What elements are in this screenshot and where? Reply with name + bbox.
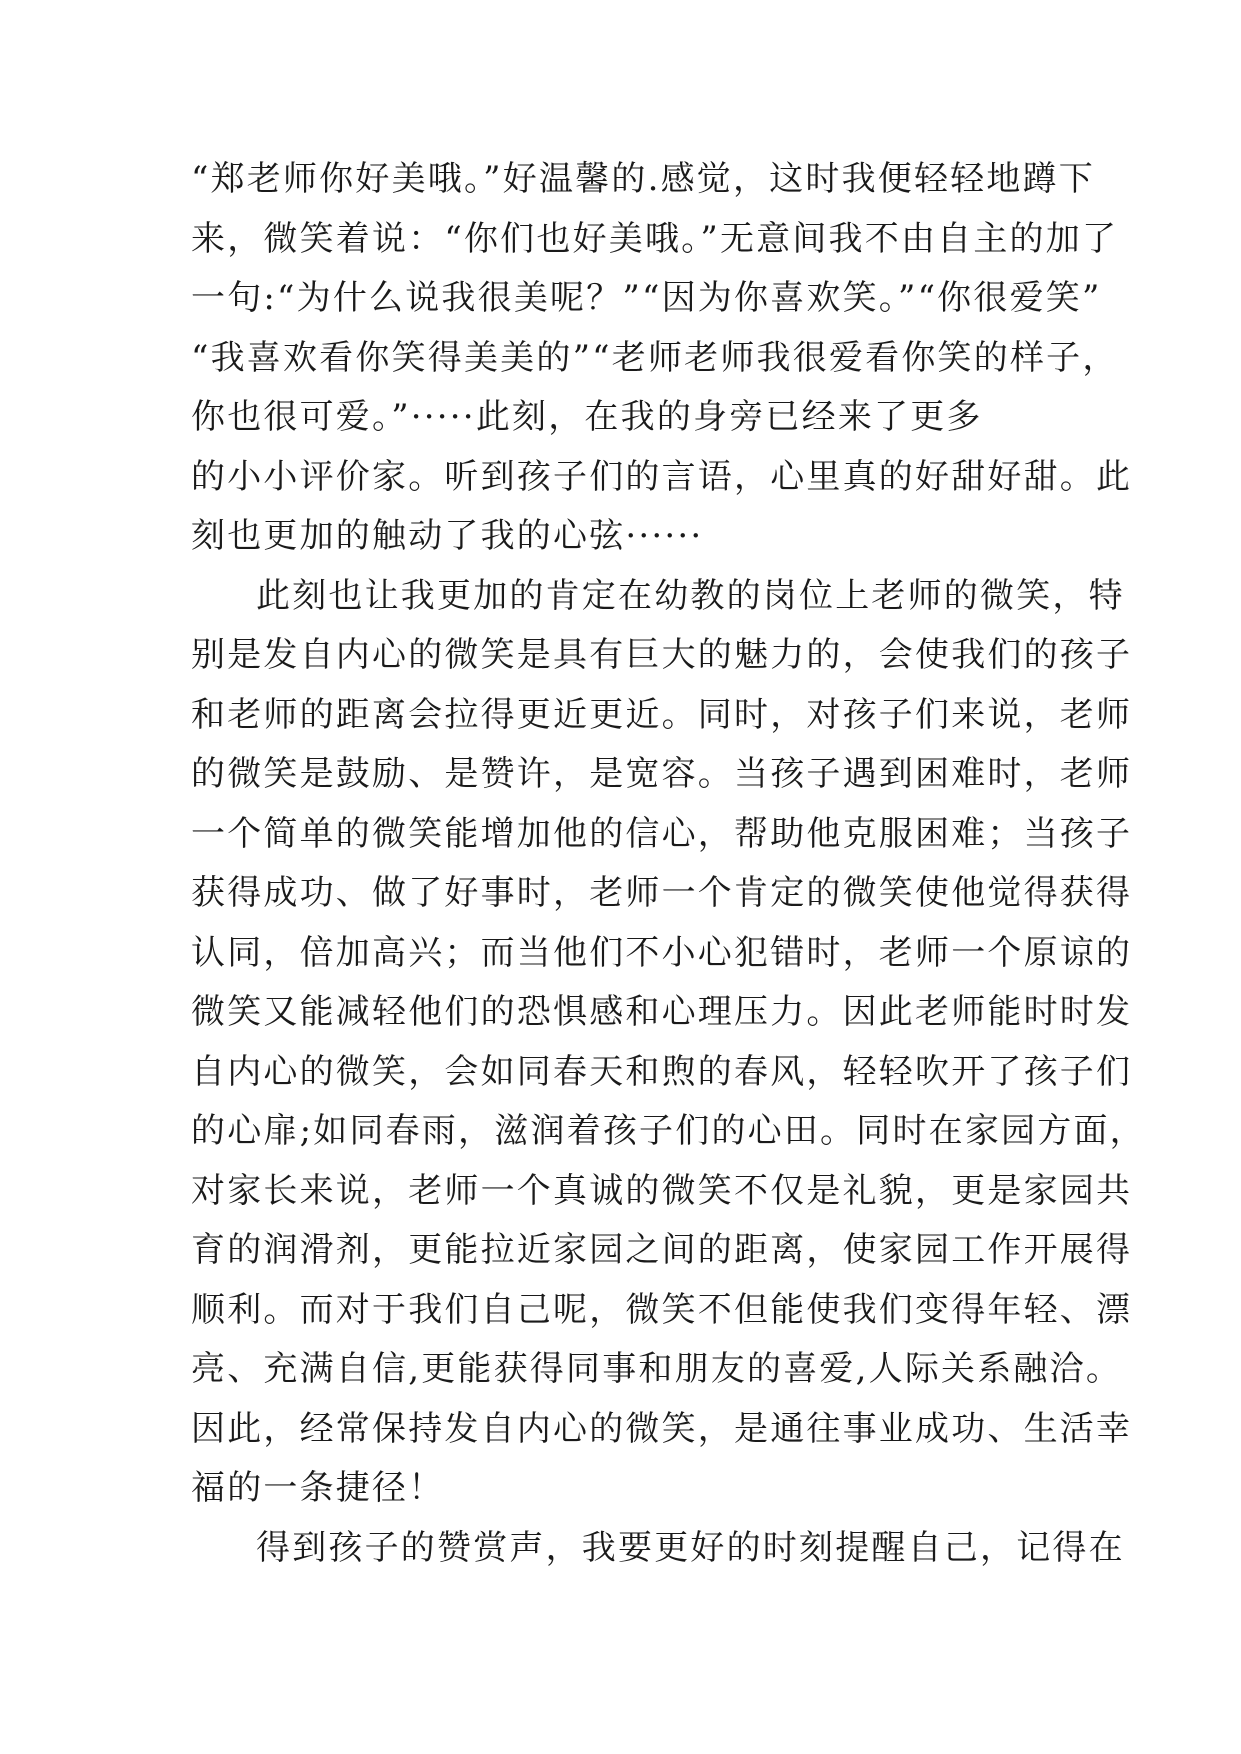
paragraph-line: 得到孩子的赞赏声，我要更好的时刻提醒自己，记得在 [256, 1528, 1125, 1568]
paragraph-line: “郑老师你好美哦。”好温馨的.感觉，这时我便轻轻地蹲下 [191, 159, 1095, 199]
paragraph-line: “我喜欢看你笑得美美的”“老师老师我很爱看你笑的样子， [191, 338, 1119, 378]
paragraph-line: 获得成功、做了好事时，老师一个肯定的微笑使他觉得获得 [191, 873, 1133, 913]
paragraph-line: 认同，倍加高兴；而当他们不小心犯错时，老师一个原谅的 [191, 933, 1133, 973]
paragraph-line: 亮、充满自信,更能获得同事和朋友的喜爱,人际关系融洽。 [191, 1349, 1123, 1389]
paragraph-line: 育的润滑剂，更能拉近家园之间的距离，使家园工作开展得 [191, 1230, 1133, 1270]
paragraph-line: 来，微笑着说：“你们也好美哦。”无意间我不由自主的加了 [191, 219, 1119, 259]
paragraph-line: 的微笑是鼓励、是赞许，是宽容。当孩子遇到困难时，老师 [191, 754, 1133, 794]
paragraph-line: 对家长来说，老师一个真诚的微笑不仅是礼貌，更是家园共 [191, 1171, 1133, 1211]
paragraph-line: 福的一条捷径！ [191, 1468, 445, 1508]
paragraph-line: 自内心的微笑，会如同春天和煦的春风，轻轻吹开了孩子们 [191, 1052, 1133, 1092]
paragraph-line: 一句:“为什么说我很美呢？”“因为你喜欢笑。”“你很爱笑” [191, 278, 1102, 318]
paragraph-line: 一个简单的微笑能增加他的信心，帮助他克服困难；当孩子 [191, 814, 1133, 854]
paragraph-line: 你也很可爱。”·····此刻，在我的身旁已经来了更多 [191, 397, 983, 437]
paragraph-line: 微笑又能减轻他们的恐惧感和心理压力。因此老师能时时发 [191, 992, 1133, 1032]
paragraph-line: 的小小评价家。听到孩子们的言语，心里真的好甜好甜。此 [191, 457, 1133, 497]
paragraph-line: 和老师的距离会拉得更近更近。同时，对孩子们来说，老师 [191, 695, 1133, 735]
paragraph-line: 此刻也让我更加的肯定在幼教的岗位上老师的微笑，特 [256, 576, 1125, 616]
paragraph-line: 顺利。而对于我们自己呢，微笑不但能使我们变得年轻、漂 [191, 1290, 1133, 1330]
paragraph-line: 别是发自内心的微笑是具有巨大的魅力的，会使我们的孩子 [191, 635, 1133, 675]
paragraph-line: 因此，经常保持发自内心的微笑，是通往事业成功、生活幸 [191, 1409, 1133, 1449]
paragraph-line: 刻也更加的触动了我的心弦······ [191, 516, 704, 556]
paragraph-line: 的心扉;如同春雨，滋润着孩子们的心田。同时在家园方面， [191, 1111, 1146, 1151]
